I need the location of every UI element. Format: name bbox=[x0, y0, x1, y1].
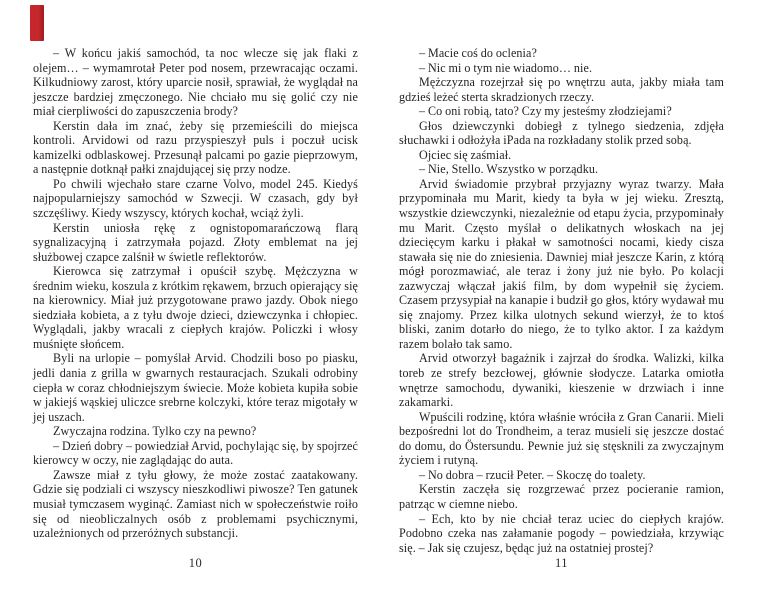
paragraph: – W końcu jakiś samochód, ta noc wlecze się jak flaki z olejem… – wymamrotał Peter pod nosem, przewracając oczami. Kilkudniowy zarost, który uparcie nosił, sprawiał, że wyglądał na jeszcze bardziej zmęczonego. Nie chciało mu się golić czy nie miał cierpliwości do zapuszczenia brody? bbox=[33, 46, 358, 119]
paragraph: Zawsze miał z tyłu głowy, że może zostać zaatakowany. Gdzie się podziali ci wszyscy nieszkodliwi piwosze? Ten gatunek musiał tymczasem wyginąć. Zamiast nich w społeczeństwie roiło się od nieobliczalnych osób z problemami psychicznymi, uzależnionych od przeróżnych substancji. bbox=[33, 467, 358, 541]
paragraph: – Co oni robią, tato? Czy my jesteśmy złodziejami? bbox=[419, 104, 672, 119]
paragraph: Kerstin uniosła rękę z ognistopomarańczową flarą sygnalizacyjną i zatrzymała pojazd. Złoty emblemat na jej służbowej czapce zalśnił w świetle reflektorów. bbox=[33, 220, 358, 264]
page-right-text bbox=[399, 46, 724, 555]
page-number-left: 10 bbox=[188, 556, 203, 570]
paragraph: Głos dziewczynki dobiegł z tylnego siedzenia, zdjęła słuchawki i odłożyła iPada na rozkładany stolik przed sobą. bbox=[399, 118, 724, 148]
paragraph: Kerstin dała im znać, żeby się przemieścili do miejsca kontroli. Arvidowi od razu przyspieszył puls i poczuł ucisk kamizelki odblaskowej. Przesunął palcami po gazie pieprzowym, a następnie dotknął pałki znajdującej się przy nodze. bbox=[33, 118, 358, 177]
paragraph: – No dobra – rzucił Peter. – Skoczę do toalety. bbox=[419, 467, 646, 482]
paragraph: Arvid świadomie przybrał przyjazny wyraz twarzy. Mała przypominała mu Marit, kiedy ta była w jej wieku. Zresztą, wszystkie dziewczynki, niezależnie od etapu życia, przypominały mu Marit. Często myślał o delikatnych włoskach na jej dziecięcym karku i płakał w samotności nocami, kiedy cisza stawała się nie do zniesienia. Dawniej miał jeszcze Karin, z którą mógł porozmawiać, ale teraz i żony już nie było. Po kolacji zazwyczaj włączał jakiś film, by dom wypełnił się życiem. Czasem przysypiał na kanapie i budził go głos, który wydawał mu się znajomy. Przez kilka ulotnych sekund wierzył, że to ktoś bliski, zanim dotarło do niego, że to tylko aktor. I za każdym razem bolało tak samo. bbox=[399, 176, 724, 351]
paragraph: – Nie, Stello. Wszystko w porządku. bbox=[419, 162, 599, 177]
paragraph: Wpuścili rodzinę, która właśnie wróciła z Gran Canarii. Mieli bezpośredni lot do Trondheim, a teraz musieli się jeszcze dostać do domu, do Östersundu. Pewnie już się stęsknili za zwyczajnym życiem i rutyną. bbox=[399, 409, 724, 468]
paragraph: Po chwili wjechało stare czarne Volvo, model 245. Kiedyś najpopularniejszy samochód w Szwecji. W czasach, gdy był szczęśliwy. Kiedy wszyscy, których kochał, wciąż żyli. bbox=[33, 176, 358, 221]
bookmark-ribbon-icon[interactable] bbox=[30, 5, 44, 41]
paragraph: Kerstin zaczęła się rozgrzewać przez pocieranie ramion, patrząc w ciemne niebo. bbox=[399, 482, 724, 511]
paragraph: – Dzień dobry – powiedział Arvid, pochylając się, by spojrzeć kierowcy w oczy, nie zaglądając do auta. bbox=[33, 438, 358, 468]
paragraph: Byli na urlopie – pomyślał Arvid. Chodzili boso po piasku, jedli dania z grilla w gwarnych restauracjach. Szukali odrobiny ciepła w coraz chłodniejszym świecie. Może kobieta kupiła sobie w jakiejś wąskiej uliczce srebrne kolczyki, które teraz migotały w jej uszach. bbox=[33, 351, 358, 424]
paragraph: Kierowca się zatrzymał i opuścił szybę. Mężczyzna w średnim wieku, koszula z krótkim rękawem, brzuch opierający się na kierownicy. Miał już przygotowane prawo jazdy. Obok niego siedziała kobieta, a z tyłu dwoje dzieci, dziewczynka i chłopiec. Wyglądali, jakby wracali z ciepłych krajów. Policzki i włosy muśnięte słońcem. bbox=[33, 264, 358, 351]
paragraph: Ojciec się zaśmiał. bbox=[419, 147, 512, 162]
paragraph: Arvid otworzył bagażnik i zajrzał do środka. Walizki, kilka toreb ze strefy bezcłowej, głównie słodycze. Latarka omiotła wnętrze samochodu, dywaniki, kieszenie w drzwiach i inne zakamarki. bbox=[399, 351, 724, 410]
paragraph: Zwyczajna rodzina. Tylko czy na pewno? bbox=[53, 424, 257, 439]
paragraph: – Macie coś do oclenia? bbox=[419, 46, 537, 60]
page-left-text bbox=[33, 46, 358, 541]
paragraph: – Nic mi o tym nie wiadomo… nie. bbox=[419, 60, 593, 75]
page-number-right: 11 bbox=[554, 556, 569, 570]
paragraph: – Ech, kto by nie chciał teraz uciec do ciepłych krajów. Podobno czeka nas załamanie pogody – powiedziała, krzywiąc się. – Jak się czujesz, będąc już na ostatniej prostej? bbox=[399, 511, 724, 555]
paragraph: Mężczyzna rozejrzał się po wnętrzu auta, jakby miała tam gdzieś leżeć sterta skradzionych rzeczy. bbox=[399, 75, 724, 104]
